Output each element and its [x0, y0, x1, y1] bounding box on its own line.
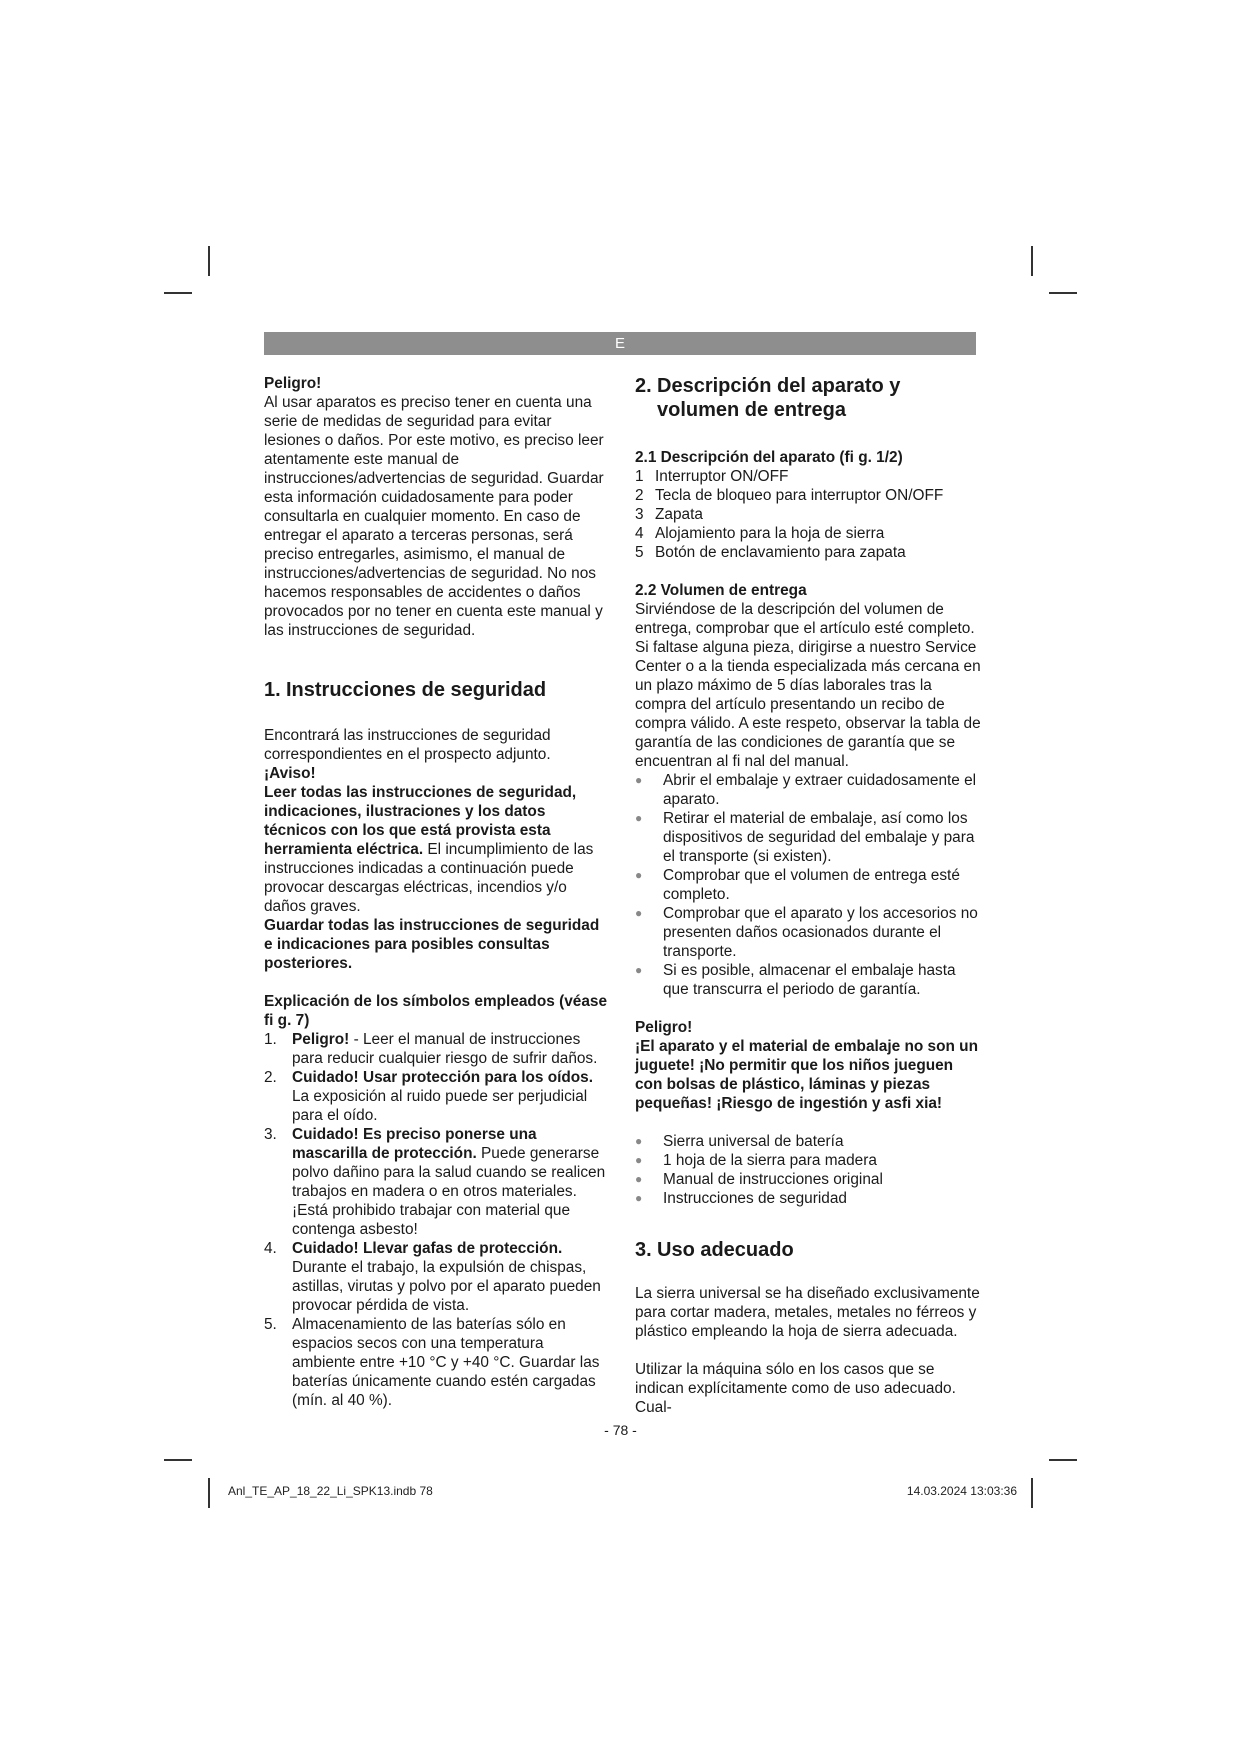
symbol-text: Puede generarse polvo dañino para la salud cuando se realicen trabajos en madera o en otros materiales. ¡Está prohibido trabajar con material que contenga asbesto! — [292, 1145, 606, 1238]
symbol-item — [264, 1030, 610, 1068]
symbol-text: Durante el trabajo, la expulsión de chispas, astillas, virutas y polvo por el aparato pueden provocar pérdida de vista. — [292, 1259, 601, 1314]
parts-list — [635, 467, 981, 562]
step-text: Abrir el embalaje y extraer cuidadosamente el aparato. — [663, 772, 977, 808]
language-tab: E — [614, 335, 625, 352]
symbol-item — [264, 1315, 610, 1410]
symbol-text: - Leer el manual de instrucciones para reducir cualquier riesgo de sufrir daños. — [292, 1031, 598, 1067]
step-item — [635, 904, 981, 961]
language-header-bar — [264, 332, 976, 355]
symbols-list — [264, 1030, 610, 1410]
symbol-item — [264, 1125, 610, 1239]
crop-mark — [208, 1478, 210, 1508]
intro-text: Al usar aparatos es preciso tener en cuenta una serie de medidas de seguridad para evitar lesiones o daños. Por este motivo, es preciso leer atentamente este manual de instrucciones/advertencias de seguridad. Guardar esta información cuidadosamente para poder consultarla en cualquier momento. En caso de entregar el aparato a terceras personas, será preciso entregarles, asimismo, el manual de instrucciones/advertencias de seguridad. No nos hacemos responsables de accidentes o daños provocados por no tener en cuenta este manual y las instrucciones de seguridad. — [264, 394, 604, 639]
symbol-number: 1. — [264, 1031, 277, 1048]
crop-mark — [164, 292, 192, 294]
aviso-title: ¡Aviso! — [264, 765, 316, 782]
part-label: Zapata — [655, 506, 703, 523]
part-item — [635, 524, 981, 543]
danger-text: ¡El aparato y el material de embalaje no son un juguete! ¡No permitir que los niños jueguen con bolsas de plástico, láminas y piezas pequeñas! ¡Riesgo de ingestión y asfi xia! — [635, 1038, 978, 1112]
page-number: - 78 - — [604, 1422, 637, 1438]
crop-mark — [164, 1459, 192, 1461]
step-item — [635, 771, 981, 809]
part-number: 3 — [635, 506, 644, 523]
section-1-intro: Encontrará las instrucciones de seguridad correspondientes en el prospecto adjunto. — [264, 727, 551, 763]
content-item — [635, 1132, 981, 1151]
crop-mark — [1031, 1478, 1033, 1508]
crop-mark — [1049, 1459, 1077, 1461]
section-2-heading — [635, 374, 981, 422]
part-label: Botón de enclavamiento para zapata — [655, 544, 906, 561]
part-item — [635, 467, 981, 486]
subsection-2-2-text: Sirviéndose de la descripción del volumen de entrega, comprobar que el artículo esté completo. Si faltase alguna pieza, dirigirse a nuestro Service Center o a la tienda especializada más cercana en un plazo máximo de 5 días laborales tras la compra del artículo presentando un recibo de compra válido. A este respeto, observar la tabla de garantía de las condiciones de garantía que se encuentran al fi nal del manual. — [635, 601, 981, 770]
bullet-icon: ● — [635, 906, 643, 920]
bullet-icon: ● — [635, 1191, 643, 1205]
danger-title: Peligro! — [635, 1019, 693, 1036]
bullet-icon: ● — [635, 773, 643, 787]
content-item — [635, 1151, 981, 1170]
content-item — [635, 1170, 981, 1189]
crop-mark — [1031, 246, 1033, 276]
bullet-icon: ● — [635, 1153, 643, 1167]
symbol-item — [264, 1068, 610, 1125]
intro-title: Peligro! — [264, 375, 322, 392]
part-number: 5 — [635, 544, 644, 561]
aviso-bold-2: Guardar todas las instrucciones de seguridad e indicaciones para posibles consultas posteriores. — [264, 917, 600, 972]
section-1-number: 1. — [264, 679, 281, 701]
subsection-2-1-title: 2.1 Descripción del aparato (fi g. 1/2) — [635, 449, 903, 466]
content-text: Manual de instrucciones original — [663, 1171, 883, 1188]
section-3-number: 3. — [635, 1239, 652, 1261]
aviso-paragraph — [264, 783, 610, 916]
section-2-title-line2: volumen de entrega — [657, 399, 846, 421]
crop-mark — [1049, 292, 1077, 294]
part-item — [635, 486, 981, 505]
step-text: Comprobar que el aparato y los accesorios no presenten daños ocasionados durante el transporte. — [663, 905, 978, 960]
symbol-number: 2. — [264, 1069, 277, 1086]
bullet-icon: ● — [635, 811, 643, 825]
symbol-bold: Cuidado! Usar protección para los oídos. — [292, 1069, 594, 1086]
delivery-contents-list — [635, 1132, 981, 1208]
bullet-icon: ● — [635, 868, 643, 882]
symbol-number: 4. — [264, 1240, 277, 1257]
section-1-heading — [264, 678, 610, 702]
step-item — [635, 961, 981, 999]
content-text: Sierra universal de batería — [663, 1133, 844, 1150]
step-text: Retirar el material de embalaje, así como los dispositivos de seguridad del embalaje y para el transporte (si existen). — [663, 810, 975, 865]
aviso-bold: Leer todas las instrucciones de seguridad, indicaciones, ilustraciones y los datos técnicos con los que está provista esta herramienta eléctrica. — [264, 784, 577, 858]
part-label: Alojamiento para la hoja de sierra — [655, 525, 885, 542]
step-text: Comprobar que el volumen de entrega esté completo. — [663, 867, 960, 903]
unpack-steps-list — [635, 771, 981, 999]
part-number: 4 — [635, 525, 644, 542]
section-3-paragraph-1: La sierra universal se ha diseñado exclusivamente para cortar madera, metales, metales no férreos y plástico empleando la hoja de sierra adecuada. — [635, 1285, 980, 1340]
symbol-bold: Cuidado! Llevar gafas de protección. — [292, 1240, 563, 1257]
symbol-bold: Peligro! — [292, 1031, 350, 1048]
subsection-2-2-title: 2.2 Volumen de entrega — [635, 582, 807, 599]
footer-datetime: 14.03.2024 13:03:36 — [906, 1484, 1017, 1498]
bullet-icon: ● — [635, 1134, 643, 1148]
step-text: Si es posible, almacenar el embalaje hasta que transcurra el periodo de garantía. — [663, 962, 956, 998]
symbol-bold: Cuidado! Es preciso ponerse una mascarilla de protección. — [292, 1126, 537, 1162]
content-text: 1 hoja de la sierra para madera — [663, 1152, 877, 1169]
content-text: Instrucciones de seguridad — [663, 1190, 847, 1207]
content-item — [635, 1189, 981, 1208]
section-3-heading — [635, 1238, 981, 1262]
step-item — [635, 866, 981, 904]
symbol-number: 3. — [264, 1126, 277, 1143]
right-column — [635, 374, 981, 1417]
step-item — [635, 809, 981, 866]
left-column — [264, 374, 610, 1410]
bullet-icon: ● — [635, 963, 643, 977]
section-3-title: Uso adecuado — [657, 1239, 794, 1261]
symbol-text: Almacenamiento de las baterías sólo en espacios secos con una temperatura ambiente entre +10 °C y +40 °C. Guardar las baterías únicamente cuando estén cargadas (mín. al 40 %). — [292, 1316, 600, 1409]
symbol-item — [264, 1239, 610, 1315]
symbols-title: Explicación de los símbolos empleados (véase fi g. 7) — [264, 993, 607, 1029]
part-label: Interruptor ON/OFF — [655, 468, 789, 485]
part-number: 1 — [635, 468, 644, 485]
part-label: Tecla de bloqueo para interruptor ON/OFF — [655, 487, 944, 504]
part-item — [635, 543, 981, 562]
bullet-icon: ● — [635, 1172, 643, 1186]
section-1-title: Instrucciones de seguridad — [286, 679, 547, 701]
part-number: 2 — [635, 487, 644, 504]
footer-file: Anl_TE_AP_18_22_Li_SPK13.indb 78 — [228, 1484, 433, 1498]
part-item — [635, 505, 981, 524]
crop-mark — [208, 246, 210, 276]
section-2-title-line1: Descripción del aparato y — [657, 375, 901, 397]
section-3-paragraph-2: Utilizar la máquina sólo en los casos que se indican explícitamente como de uso adecuado. Cual- — [635, 1361, 956, 1416]
symbol-number: 5. — [264, 1316, 277, 1333]
section-2-number: 2. — [635, 375, 652, 397]
aviso-text: El incumplimiento de las instrucciones indicadas a continuación puede provocar descargas eléctricas, incendios y/o daños graves. — [264, 841, 594, 915]
symbol-text: La exposición al ruido puede ser perjudicial para el oído. — [292, 1088, 588, 1124]
